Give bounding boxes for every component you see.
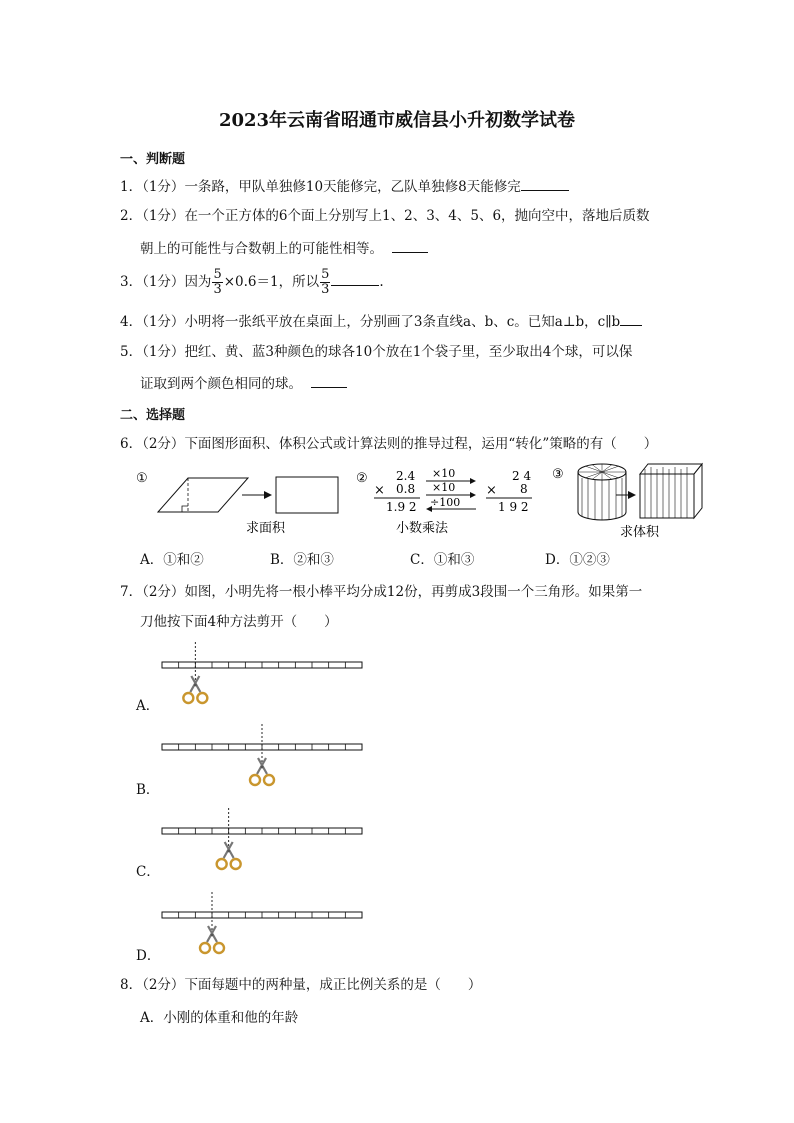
right-angle-mark — [182, 506, 188, 512]
q6-option-d[interactable]: D．①②③ — [545, 552, 610, 568]
q5-text-line2: 证取到两个颜色相同的球。 — [140, 376, 302, 392]
q3-mid: ×0.6＝1，所以 — [223, 274, 320, 290]
q4-score: （1分） — [142, 314, 185, 330]
q4-number: 4． — [120, 314, 143, 330]
q2-answer-blank[interactable] — [392, 238, 428, 253]
q6-fig2-factor-a2: 0.8 — [396, 482, 416, 496]
q8-score: （2分） — [142, 977, 185, 993]
q1-text: 一条路，甲队单独修10天能修完，乙队单独修8天能修完 — [184, 179, 521, 195]
q6-fig2-op2: ×10 — [432, 481, 456, 494]
q8-number: 8． — [120, 977, 143, 993]
q6-fig2-factor-a1: 2.4 — [396, 469, 416, 483]
section-heading-choice: 二、选择题 — [120, 408, 186, 423]
q3-score: （1分） — [142, 274, 185, 290]
q6-fig2-marker: ② — [356, 471, 368, 486]
q3-fraction-2 — [320, 268, 330, 297]
q7-stick-b — [160, 722, 370, 792]
q6-fig2-caption: 小数乘法 — [396, 521, 449, 536]
question-2-cont — [140, 238, 428, 259]
q7-option-b[interactable]: B． — [136, 782, 160, 798]
q6-number: 6． — [120, 436, 143, 452]
q5-number: 5． — [120, 344, 143, 360]
q6-fig2-factor-b1: 2 4 — [512, 469, 532, 483]
q7-number: 7． — [120, 584, 143, 600]
question-2 — [120, 206, 650, 226]
cuboid-shape — [640, 464, 702, 518]
q7-text-line1: 如图，小明先将一根小棒平均分成12份，再剪成3段围一个三角形。如果第一 — [184, 584, 643, 600]
scissors-icon — [200, 926, 224, 953]
segmented-stick — [162, 828, 362, 834]
q1-number: 1． — [120, 179, 143, 195]
q3-frac2-denominator: 3 — [321, 282, 330, 297]
scissors-icon — [217, 842, 241, 869]
q6-fig2-op1: ×10 — [432, 467, 456, 480]
q2-text-line2: 朝上的可能性与合数朝上的可能性相等。 — [140, 241, 383, 257]
q7-option-d[interactable]: D． — [136, 948, 161, 964]
q3-frac2-numerator: 5 — [321, 267, 330, 282]
q6-fig2-arrowhead2 — [470, 492, 476, 498]
q3-frac1-numerator: 5 — [213, 267, 222, 282]
q2-text-line1: 在一个正方体的6个面上分别写上1、2、3、4、5、6，抛向空中，落地后质数 — [184, 208, 650, 224]
question-7-cont — [140, 612, 338, 632]
question-7 — [120, 582, 642, 602]
question-5-cont — [140, 373, 347, 394]
q5-text-line1: 把红、黄、蓝3种颜色的球各10个放在1个袋子里，至少取出4个球，可以保 — [184, 344, 633, 360]
q6-fig3-marker: ③ — [552, 467, 564, 482]
q6-fig2-result-a: 1.9 2 — [386, 500, 417, 514]
scissors-icon — [250, 758, 274, 785]
q6-text: 下面图形面积、体积公式或计算法则的推导过程，运用“转化”策略的有（ ） — [184, 436, 658, 452]
q4-answer-blank[interactable] — [620, 311, 642, 326]
q6-figure — [130, 460, 720, 540]
q4-text: 小明将一张纸平放在桌面上，分别画了3条直线a、b、c。已知a⊥b，c∥b — [184, 314, 621, 330]
q6-fig1-marker: ① — [136, 471, 148, 486]
q5-score: （1分） — [142, 344, 185, 360]
q3-end: . — [379, 274, 384, 290]
q3-frac1-denominator: 3 — [213, 282, 222, 297]
q3-fraction-1 — [212, 268, 222, 297]
q7-stick-d — [160, 890, 370, 960]
page-title: 2023年云南省昭通市威信县小升初数学试卷 — [218, 110, 576, 131]
q1-score: （1分） — [142, 179, 185, 195]
parallelogram-shape — [158, 478, 248, 512]
q7-score: （2分） — [142, 584, 185, 600]
q6-option-a[interactable]: A．①和② — [140, 552, 204, 568]
q7-stick-a — [160, 640, 370, 710]
q6-fig2-times-b: × — [486, 483, 497, 498]
q7-option-c[interactable]: C． — [136, 864, 160, 880]
q1-answer-blank[interactable] — [521, 176, 569, 191]
q3-pre: 因为 — [184, 274, 212, 290]
q8-option-a[interactable]: A．小刚的体重和他的年龄 — [140, 1010, 299, 1026]
q6-fig2-factor-b2: 8 — [520, 482, 528, 496]
q7-option-a[interactable]: A． — [136, 698, 160, 714]
q6-fig1-caption: 求面积 — [246, 521, 286, 536]
question-6 — [120, 434, 657, 454]
q2-number: 2． — [120, 208, 143, 224]
q7-stick-c — [160, 806, 370, 876]
q3-answer-blank[interactable] — [331, 271, 379, 286]
q8-text: 下面每题中的两种量，成正比例关系的是（ ） — [184, 977, 482, 993]
question-4 — [120, 311, 642, 332]
q6-fig2-arrowhead1 — [470, 478, 476, 484]
question-5 — [120, 342, 632, 362]
q6-option-b[interactable]: B．②和③ — [270, 552, 334, 568]
q6-score: （2分） — [142, 436, 185, 452]
section-heading-judgement: 一、判断题 — [120, 152, 186, 167]
question-8 — [120, 975, 481, 995]
rectangle-shape — [276, 477, 338, 513]
scissors-icon — [183, 676, 207, 703]
q5-answer-blank[interactable] — [311, 373, 347, 388]
q6-fig3-caption: 求体积 — [620, 525, 660, 540]
q6-fig2-op3: ÷100 — [430, 496, 461, 509]
segmented-stick — [162, 912, 362, 918]
q2-score: （1分） — [142, 208, 185, 224]
cylinder-shape — [578, 464, 626, 520]
q6-fig2-result-b: 1 9 2 — [498, 500, 529, 514]
q6-fig2-times-a: × — [374, 483, 385, 498]
q3-number: 3． — [120, 274, 143, 290]
question-1 — [120, 176, 569, 197]
q7-text-line2: 刀他按下面4种方法剪开（ ） — [140, 614, 338, 630]
question-3 — [120, 268, 384, 297]
segmented-stick — [162, 662, 362, 668]
arrow-head-3 — [628, 491, 636, 499]
q6-option-c[interactable]: C．①和③ — [410, 552, 475, 568]
arrow-head-1 — [264, 491, 272, 499]
